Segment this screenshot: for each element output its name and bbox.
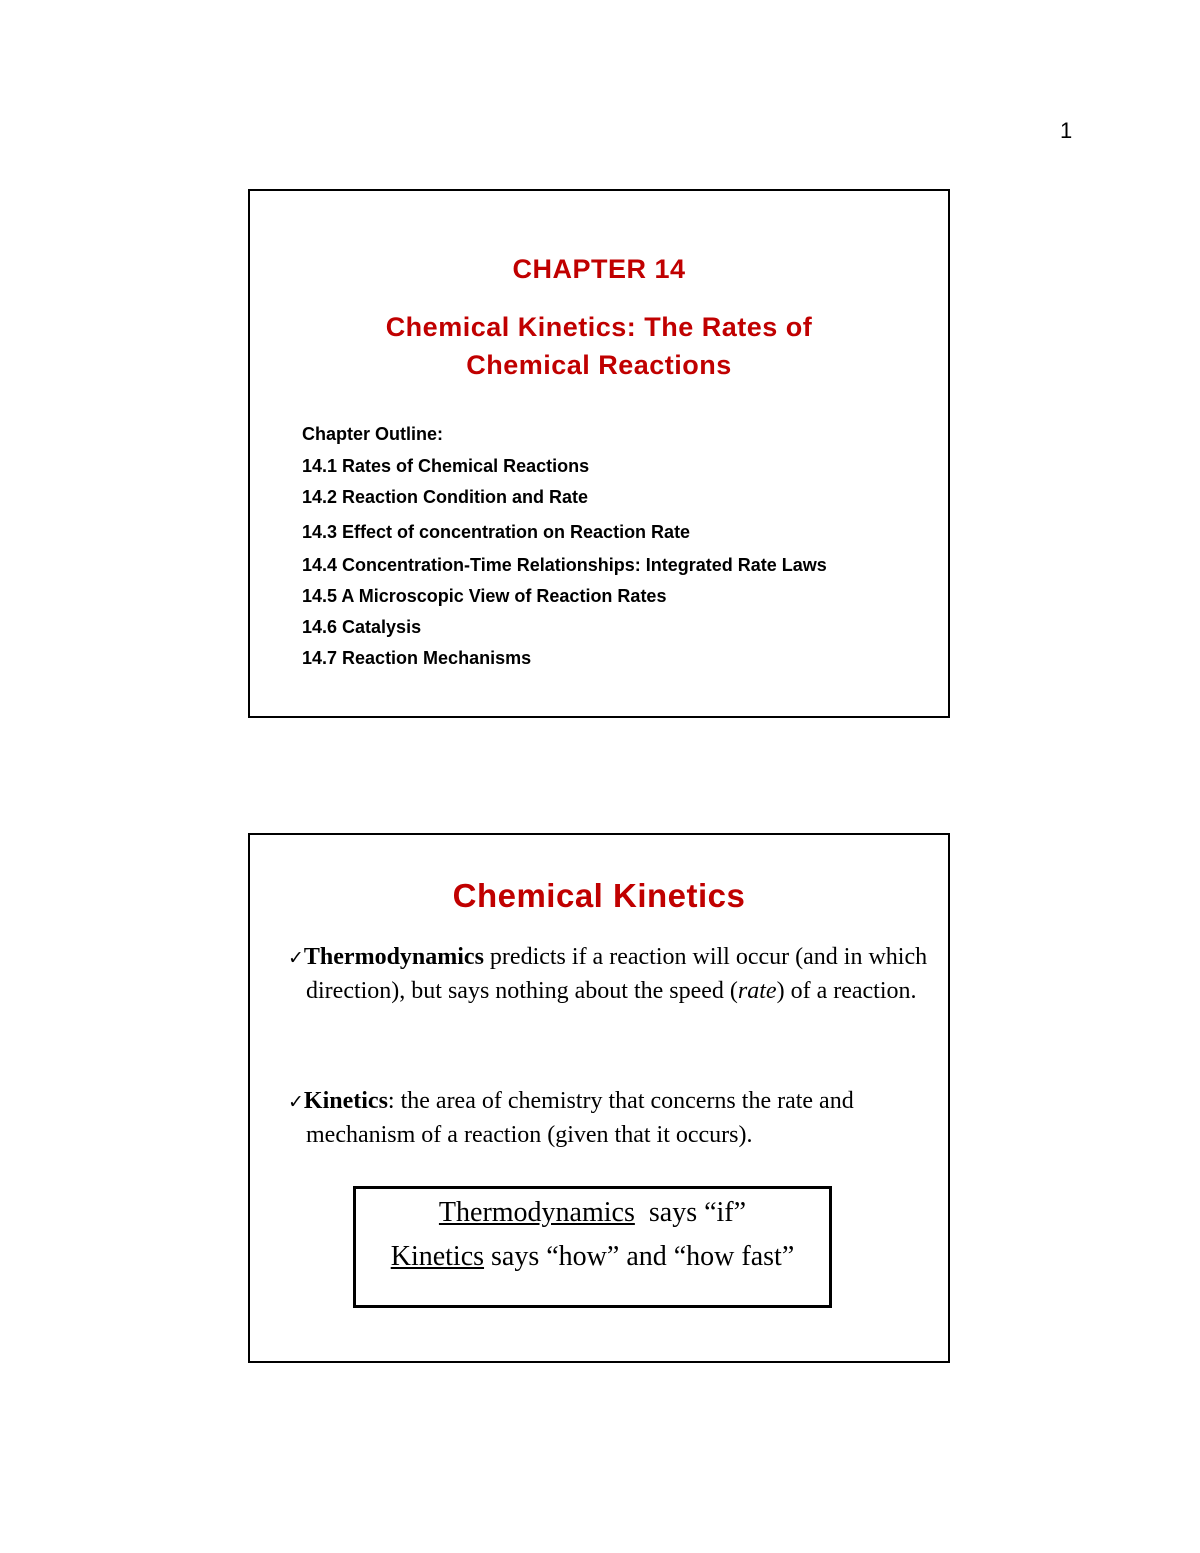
chapter-subtitle-line-2: Chemical Reactions: [466, 350, 732, 380]
callout-line-2: [356, 1241, 829, 1273]
outline-item: 14.4 Concentration-Time Relationships: Integrated Rate Laws: [302, 555, 827, 575]
callout-term: Thermodynamics: [438, 1197, 635, 1228]
bullet-italic-term: rate: [737, 978, 777, 1004]
outline-item: 14.6 Catalysis: [302, 617, 422, 637]
bullet-text: ) of a reaction.: [776, 978, 917, 1004]
page-number: 1: [1060, 118, 1073, 143]
callout-line-1: [356, 1197, 829, 1229]
outline-item: 14.3 Effect of concentration on Reaction Rate: [302, 522, 691, 542]
bullet-text: : the area of chemistry that concerns the rate and mechanism of a reaction (given that it occurs).: [306, 1088, 854, 1148]
outline-item: 14.2 Reaction Condition and Rate: [302, 487, 589, 507]
checkmark-icon: ✓: [288, 947, 304, 969]
slide-chapter-title: [248, 189, 950, 718]
bullet-text: predicts if a reaction will occur (and in which direction), but says nothing about the speed (: [306, 944, 928, 1004]
slide-chemical-kinetics: [248, 833, 950, 1363]
chapter-subtitle-line-1: Chemical Kinetics: The Rates of: [385, 312, 813, 342]
bullet-thermodynamics: [288, 941, 936, 1008]
checkmark-icon: ✓: [288, 1091, 304, 1113]
callout-term: Kinetics: [390, 1241, 485, 1272]
chapter-subtitle: [250, 308, 948, 384]
callout-text: says “if”: [634, 1197, 747, 1228]
chapter-title: CHAPTER 14: [512, 254, 686, 284]
bullet-term: Thermodynamics: [303, 944, 484, 970]
outline-item: 14.7 Reaction Mechanisms: [302, 648, 532, 668]
callout-text: says “how” and “how fast”: [484, 1241, 795, 1272]
outline-item: 14.1 Rates of Chemical Reactions: [302, 456, 590, 476]
slide-title: Chemical Kinetics: [452, 877, 746, 914]
chapter-outline: [302, 423, 827, 678]
outline-item: 14.5 A Microscopic View of Reaction Rates: [302, 586, 667, 606]
bullet-kinetics: [288, 1085, 936, 1152]
bullet-term: Kinetics: [303, 1088, 388, 1114]
outline-heading: Chapter Outline:: [302, 424, 444, 444]
summary-callout-box: [353, 1186, 832, 1308]
